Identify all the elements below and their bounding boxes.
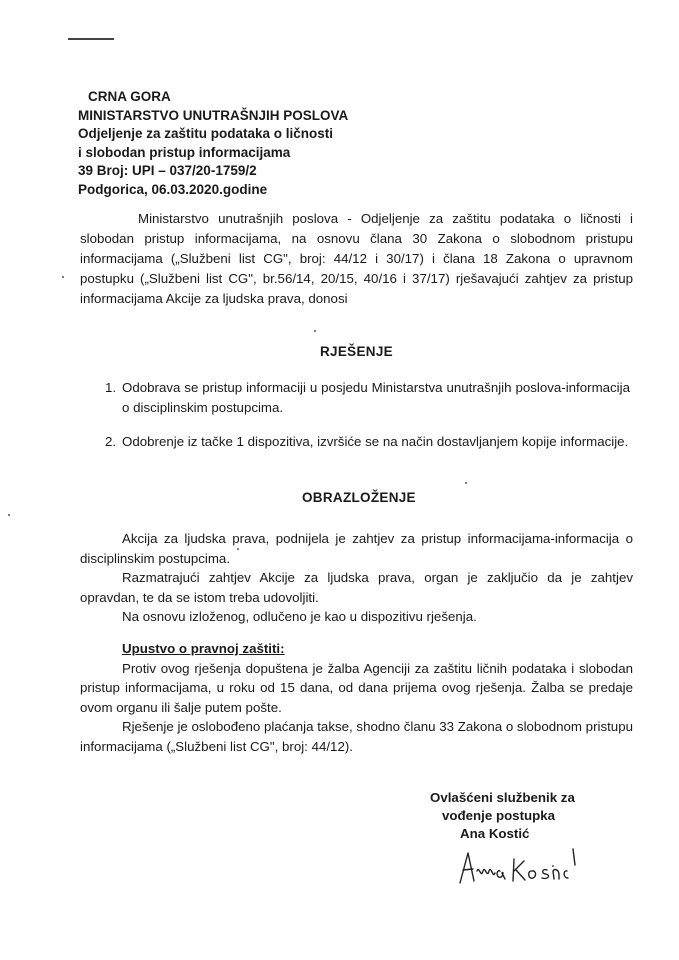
decision-item	[105, 432, 630, 452]
scan-speck	[8, 514, 10, 516]
signatory-title: Ovlašćeni službenik za	[430, 790, 575, 805]
decision-title: RJEŠENJE	[320, 344, 393, 359]
reasoning-paragraph: Na osnovu izloženog, odlučeno je kao u dispozitivu rješenja.	[122, 609, 477, 625]
ministry-name: MINISTARSTVO UNUTRAŠNJIH POSLOVA	[78, 107, 349, 123]
fee-exemption-paragraph: Rješenje je oslobođeno plaćanja takse, shodno članu 33 Zakona o slobodnom pristupu informacijama („Službeni list CG", broj: 44/12).	[80, 719, 633, 754]
reasoning-body	[80, 529, 633, 757]
reasoning-title: OBRAZLOŽENJE	[302, 490, 416, 505]
department-name-cont: i slobodan pristup informacijama	[78, 144, 291, 160]
reference-number: 39 Broj: UPI – 037/20-1759/2	[78, 163, 257, 178]
scan-speck	[62, 276, 64, 278]
place-date: Podgorica, 06.03.2020.godine	[78, 181, 268, 197]
handwritten-signature	[452, 843, 602, 893]
legal-remedy-heading: Upustvo o pravnoj zaštiti:	[122, 640, 285, 656]
signatory-role: vođenje postupka	[442, 808, 556, 823]
scan-speck	[237, 548, 239, 550]
signatory-name: Ana Kostić	[460, 826, 530, 841]
decision-item	[105, 378, 630, 418]
legal-remedy-paragraph: Protiv ovog rješenja dopuštena je žalba Agenciji za zaštitu ličnih podataka i slobodan pristup informacijama, u roku od 15 dana, od dana prijema ovog rješenja. Žalba se predaje ovom organu ili šalje putem pošte.	[80, 660, 633, 715]
signatory-block	[430, 789, 575, 843]
item-text: Odobrenje iz tačke 1 dispozitiva, izvršiće se na način dostavljanjem kopije informacije.	[122, 434, 629, 449]
item-text: Odobrava se pristup informaciji u posjedu Ministarstva unutrašnjih poslova-informacija o disciplinskim postupcima.	[122, 380, 630, 415]
department-name: Odjeljenje za zaštitu podataka o ličnosti	[78, 126, 334, 141]
scan-speck	[465, 482, 467, 484]
letterhead	[78, 88, 349, 199]
item-number: 1.	[105, 380, 117, 395]
reasoning-paragraph: Akcija za ljudska prava, podnijela je zahtjev za pristup informacijama-informacija o disciplinskim postupcima.	[80, 531, 633, 566]
intro-paragraph: Ministarstvo unutrašnjih poslova - Odjeljenje za zaštitu podataka o ličnosti i slobodan pristup informacijama, na osnovu člana 30 Zakona o slobodnom pristupu informacijama („Službeni list CG", broj: 44/12 i 30/17) i člana 18 Zakona o upravnom postupku („Službeni list CG", br.56/14, 20/15, 40/16 i 37/17) rješavajući zahtjev za pristup informacijama Akcije za ljudska prava, donosi	[80, 211, 633, 306]
reasoning-paragraph: Razmatrajući zahtjev Akcije za ljudska prava, organ je zaključio da je zahtjev opravdan, te da se istom treba udovoljiti.	[80, 570, 633, 605]
item-number: 2.	[105, 434, 117, 449]
scan-speck	[314, 330, 316, 332]
country-name: CRNA GORA	[88, 89, 171, 104]
top-rule	[68, 38, 114, 40]
